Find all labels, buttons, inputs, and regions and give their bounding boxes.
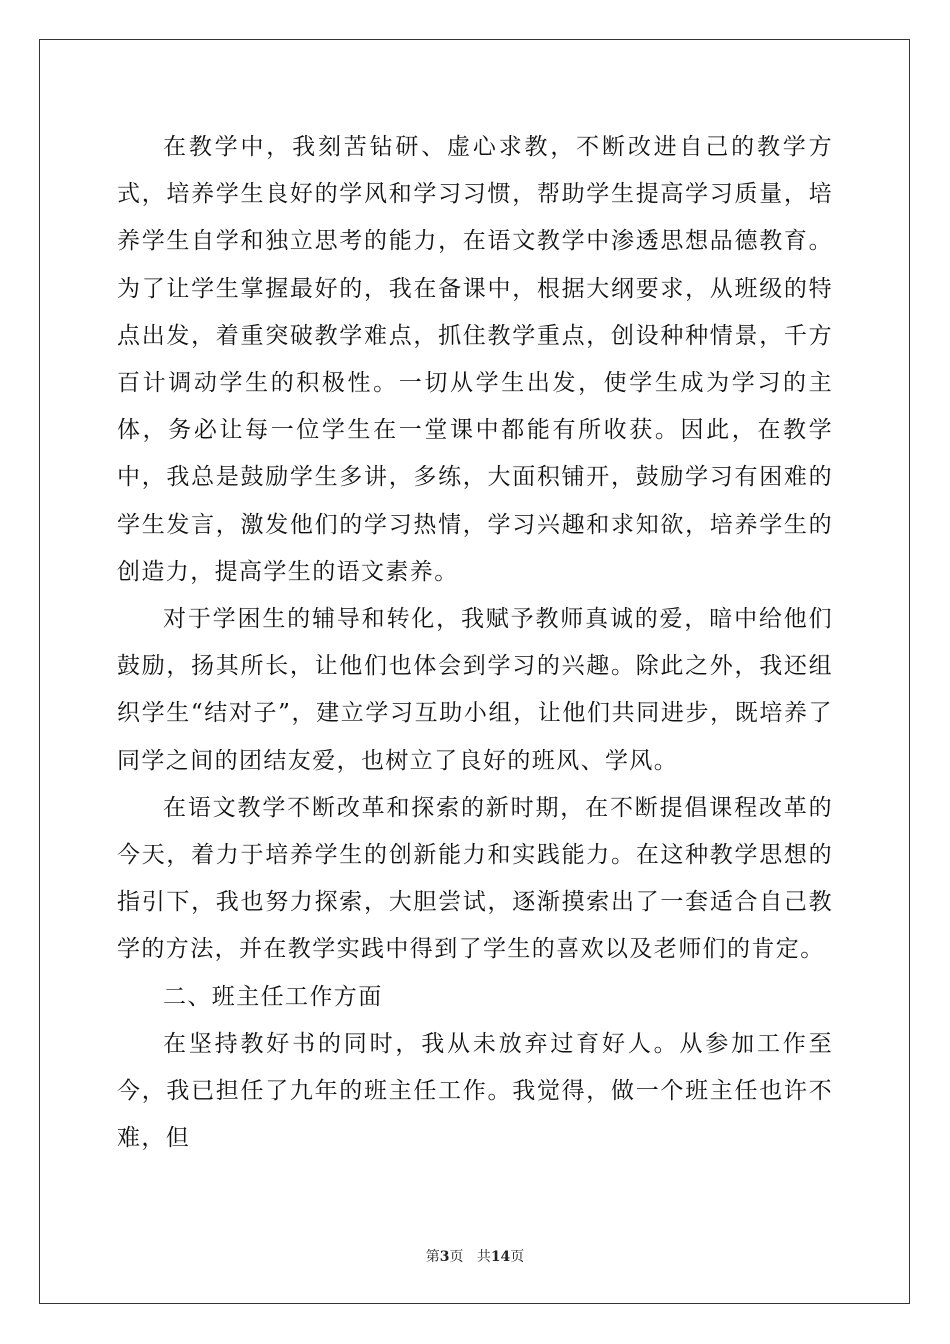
total-prefix: 共 (476, 1249, 491, 1265)
section-heading-class-teacher: 二、班主任工作方面 (163, 983, 383, 1010)
total-pages: 14 (490, 1249, 511, 1265)
paragraph-teaching-methods: 在教学中，我刻苦钻研、虚心求教，不断改进自己的教学方式，培养学生良好的学风和学习习惯，帮助学生提高学习质量，培养学生自学和独立思考的能力，在语文教学中渗透思想品德教育。为了让学生掌握最好的，我在备课中，根据大纲要求，从班级的特点出发，着重突破教学难点，抓住教学重点，创设种种情景，千方百计调动学生的积极性。一切从学生出发，使学生成为学习的主体，务必让每一位学生在一堂课中都能有所收获。因此，在教学中，我总是鼓励学生多讲，多练，大面积铺开，鼓励学习有困难的学生发言，激发他们的学习热情，学习兴趣和求知欲，培养学生的创造力，提高学生的语文素养。 (117, 134, 833, 585)
paragraph-class-teacher-work: 在坚持教好书的同时，我从未放弃过育好人。从参加工作至今，我已担任了九年的班主任工作。我觉得，做一个班主任也许不难，但 (117, 1030, 833, 1152)
paragraph-struggling-students: 对于学困生的辅导和转化，我赋予教师真诚的爱，暗中给他们鼓励，扬其所长，让他们也体会到学习的兴趣。除此之外，我还组织学生“结对子”，建立学习互助小组，让他们共同进步，既培养了同学之间的团结友爱，也树立了良好的班风、学风。 (117, 606, 833, 774)
document-body (117, 124, 833, 1162)
total-suffix: 页 (510, 1249, 525, 1265)
paragraph-curriculum-reform: 在语文教学不断改革和探索的新时期，在不断提倡课程改革的今天，着力于培养学生的创新能力和实践能力。在这种教学思想的指引下，我也努力探索，大胆尝试，逐渐摸索出了一套适合自己教学的方法，并在教学实践中得到了学生的喜欢以及老师们的肯定。 (117, 794, 833, 963)
page-prefix: 第 (425, 1249, 440, 1265)
page-number: 3 (439, 1249, 450, 1265)
page-suffix: 页 (449, 1249, 464, 1265)
page-footer (0, 1246, 950, 1266)
